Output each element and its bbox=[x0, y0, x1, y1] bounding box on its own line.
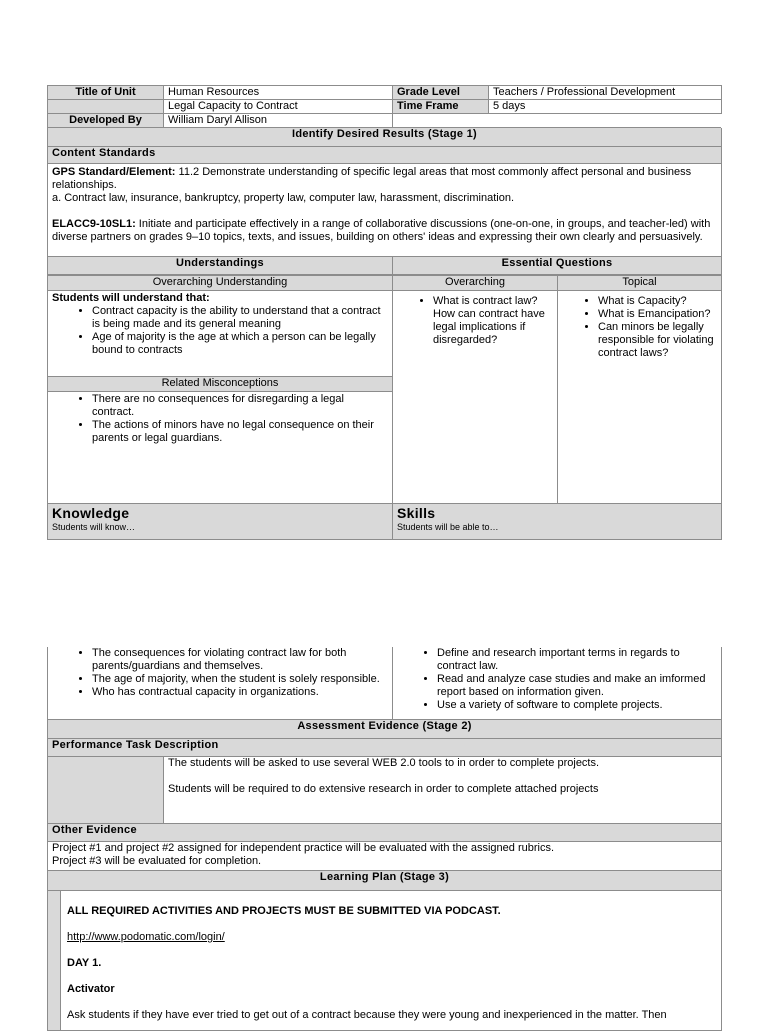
skills-list-cell bbox=[393, 647, 722, 719]
knowledge-skills-table bbox=[47, 503, 722, 540]
misconceptions-label: Related Misconceptions bbox=[48, 377, 393, 392]
grade-level-value: Teachers / Professional Development bbox=[489, 86, 722, 100]
developed-by-blank bbox=[393, 114, 722, 128]
elacc-text: Initiate and participate effectively in a range of collaborative discussions (one-on-one, in groups, and teacher-led) with diverse partners on grades 9–10 topics, texts, and issues, building on others' ideas and expressing their own clearly and persuasively. bbox=[52, 218, 711, 243]
developed-by-value: William Daryl Allison bbox=[164, 114, 393, 128]
title-of-unit-subtitle: Legal Capacity to Contract bbox=[164, 100, 393, 114]
skills-item: • Read and analyze case studies and make an imformed report based on information given. bbox=[437, 673, 717, 699]
skills-item: • Define and research important terms in regards to contract law. bbox=[437, 647, 717, 673]
knowledge-item: • Who has contractual capacity in organizations. bbox=[92, 686, 388, 699]
performance-line-2: Students will be required to do extensive research in order to complete attached projects bbox=[168, 783, 599, 795]
time-frame-label: Time Frame bbox=[393, 100, 489, 114]
knowledge-sub: Students will know… bbox=[52, 522, 136, 532]
performance-task-heading: Performance Task Description bbox=[48, 739, 722, 757]
gps-label: GPS Standard/Element: bbox=[52, 166, 176, 178]
content-standards-body bbox=[48, 164, 722, 257]
overarching-question-item: • What is contract law? How can contract have legal implications if disregarded? bbox=[433, 295, 553, 347]
stage-1-title: Identify Desired Results (Stage 1) bbox=[48, 128, 722, 147]
understandings-heading: Understandings bbox=[48, 257, 393, 275]
students-understand-label: Students will understand that: bbox=[52, 292, 210, 304]
skills-item: • Use a variety of software to complete projects. bbox=[437, 699, 717, 712]
time-frame-value: 5 days bbox=[489, 100, 722, 114]
understandings-table bbox=[47, 275, 722, 504]
misconceptions-cell bbox=[48, 392, 393, 504]
other-evidence-line-1: Project #1 and project #2 assigned for independent practice will be evaluated with the assigned rubrics. bbox=[52, 842, 555, 854]
assessment-table bbox=[47, 719, 722, 891]
gps-sub: a. Contract law, insurance, bankruptcy, property law, computer law, harassment, discrimination. bbox=[52, 192, 515, 204]
overarching-questions-cell bbox=[393, 291, 558, 504]
title-of-unit-label-cont bbox=[48, 100, 164, 114]
unit-plan-table-page-1 bbox=[47, 85, 722, 275]
learning-plan-margin bbox=[48, 891, 61, 1031]
misconception-item: • The actions of minors have no legal consequence on their parents or legal guardians. bbox=[92, 419, 388, 445]
learning-plan-body bbox=[61, 891, 722, 1031]
other-evidence-line-2: Project #3 will be evaluated for completion. bbox=[52, 855, 262, 867]
other-evidence-body bbox=[48, 842, 722, 871]
understandings-cell bbox=[48, 291, 393, 377]
overarching-understanding-label: Overarching Understanding bbox=[48, 276, 393, 291]
unit-plan-table-page-2 bbox=[47, 647, 722, 720]
topical-question-item: • Can minors be legally responsible for violating contract laws? bbox=[598, 321, 717, 360]
topical-questions-cell bbox=[558, 291, 722, 504]
title-of-unit-value: Human Resources bbox=[164, 86, 393, 100]
gps-text: 11.2 Demonstrate understanding of specific legal areas that most commonly affect personal and business relationships. bbox=[52, 166, 692, 191]
topical-label: Topical bbox=[558, 276, 722, 291]
understanding-item: • Contract capacity is the ability to understand that a contract is being made and its general meaning bbox=[92, 305, 388, 331]
podcast-notice: ALL REQUIRED ACTIVITIES AND PROJECTS MUST BE SUBMITTED VIA PODCAST. bbox=[67, 905, 501, 917]
elacc-label: ELACC9-10SL1: bbox=[52, 218, 136, 230]
other-evidence-heading: Other Evidence bbox=[48, 824, 722, 842]
knowledge-cell bbox=[48, 504, 393, 540]
essential-questions-heading: Essential Questions bbox=[393, 257, 722, 275]
activator-label: Activator bbox=[67, 983, 115, 995]
day-label: DAY 1. bbox=[67, 957, 102, 969]
performance-task-side bbox=[48, 757, 164, 824]
knowledge-item: • The consequences for violating contract law for both parents/guardians and themselves. bbox=[92, 647, 388, 673]
podcast-link[interactable]: http://www.podomatic.com/login/ bbox=[67, 931, 225, 943]
knowledge-heading: Knowledge bbox=[52, 505, 130, 521]
learning-plan-table bbox=[47, 890, 722, 1031]
skills-heading: Skills bbox=[397, 505, 436, 521]
performance-task-body bbox=[164, 757, 722, 824]
topical-question-item: • What is Capacity? bbox=[598, 295, 717, 308]
activator-text: Ask students if they have ever tried to get out of a contract because they were young and inexperienced in the matter. Then bbox=[67, 1009, 667, 1021]
grade-level-label: Grade Level bbox=[393, 86, 489, 100]
title-of-unit-label: Title of Unit bbox=[48, 86, 164, 100]
stage-2-title: Assessment Evidence (Stage 2) bbox=[48, 720, 722, 739]
overarching-label: Overarching bbox=[393, 276, 558, 291]
understanding-item: • Age of majority is the age at which a person can be legally bound to contracts bbox=[92, 331, 388, 357]
content-standards-heading: Content Standards bbox=[48, 147, 722, 164]
knowledge-list-cell bbox=[48, 647, 393, 719]
stage-3-title: Learning Plan (Stage 3) bbox=[48, 871, 722, 891]
topical-question-item: • What is Emancipation? bbox=[598, 308, 717, 321]
skills-sub: Students will be able to… bbox=[397, 522, 499, 532]
performance-line-1: The students will be asked to use several WEB 2.0 tools to in order to complete projects. bbox=[168, 757, 600, 769]
knowledge-item: • The age of majority, when the student is solely responsible. bbox=[92, 673, 388, 686]
misconception-item: • There are no consequences for disregarding a legal contract. bbox=[92, 393, 388, 419]
developed-by-label: Developed By bbox=[48, 114, 164, 128]
skills-cell bbox=[393, 504, 722, 540]
